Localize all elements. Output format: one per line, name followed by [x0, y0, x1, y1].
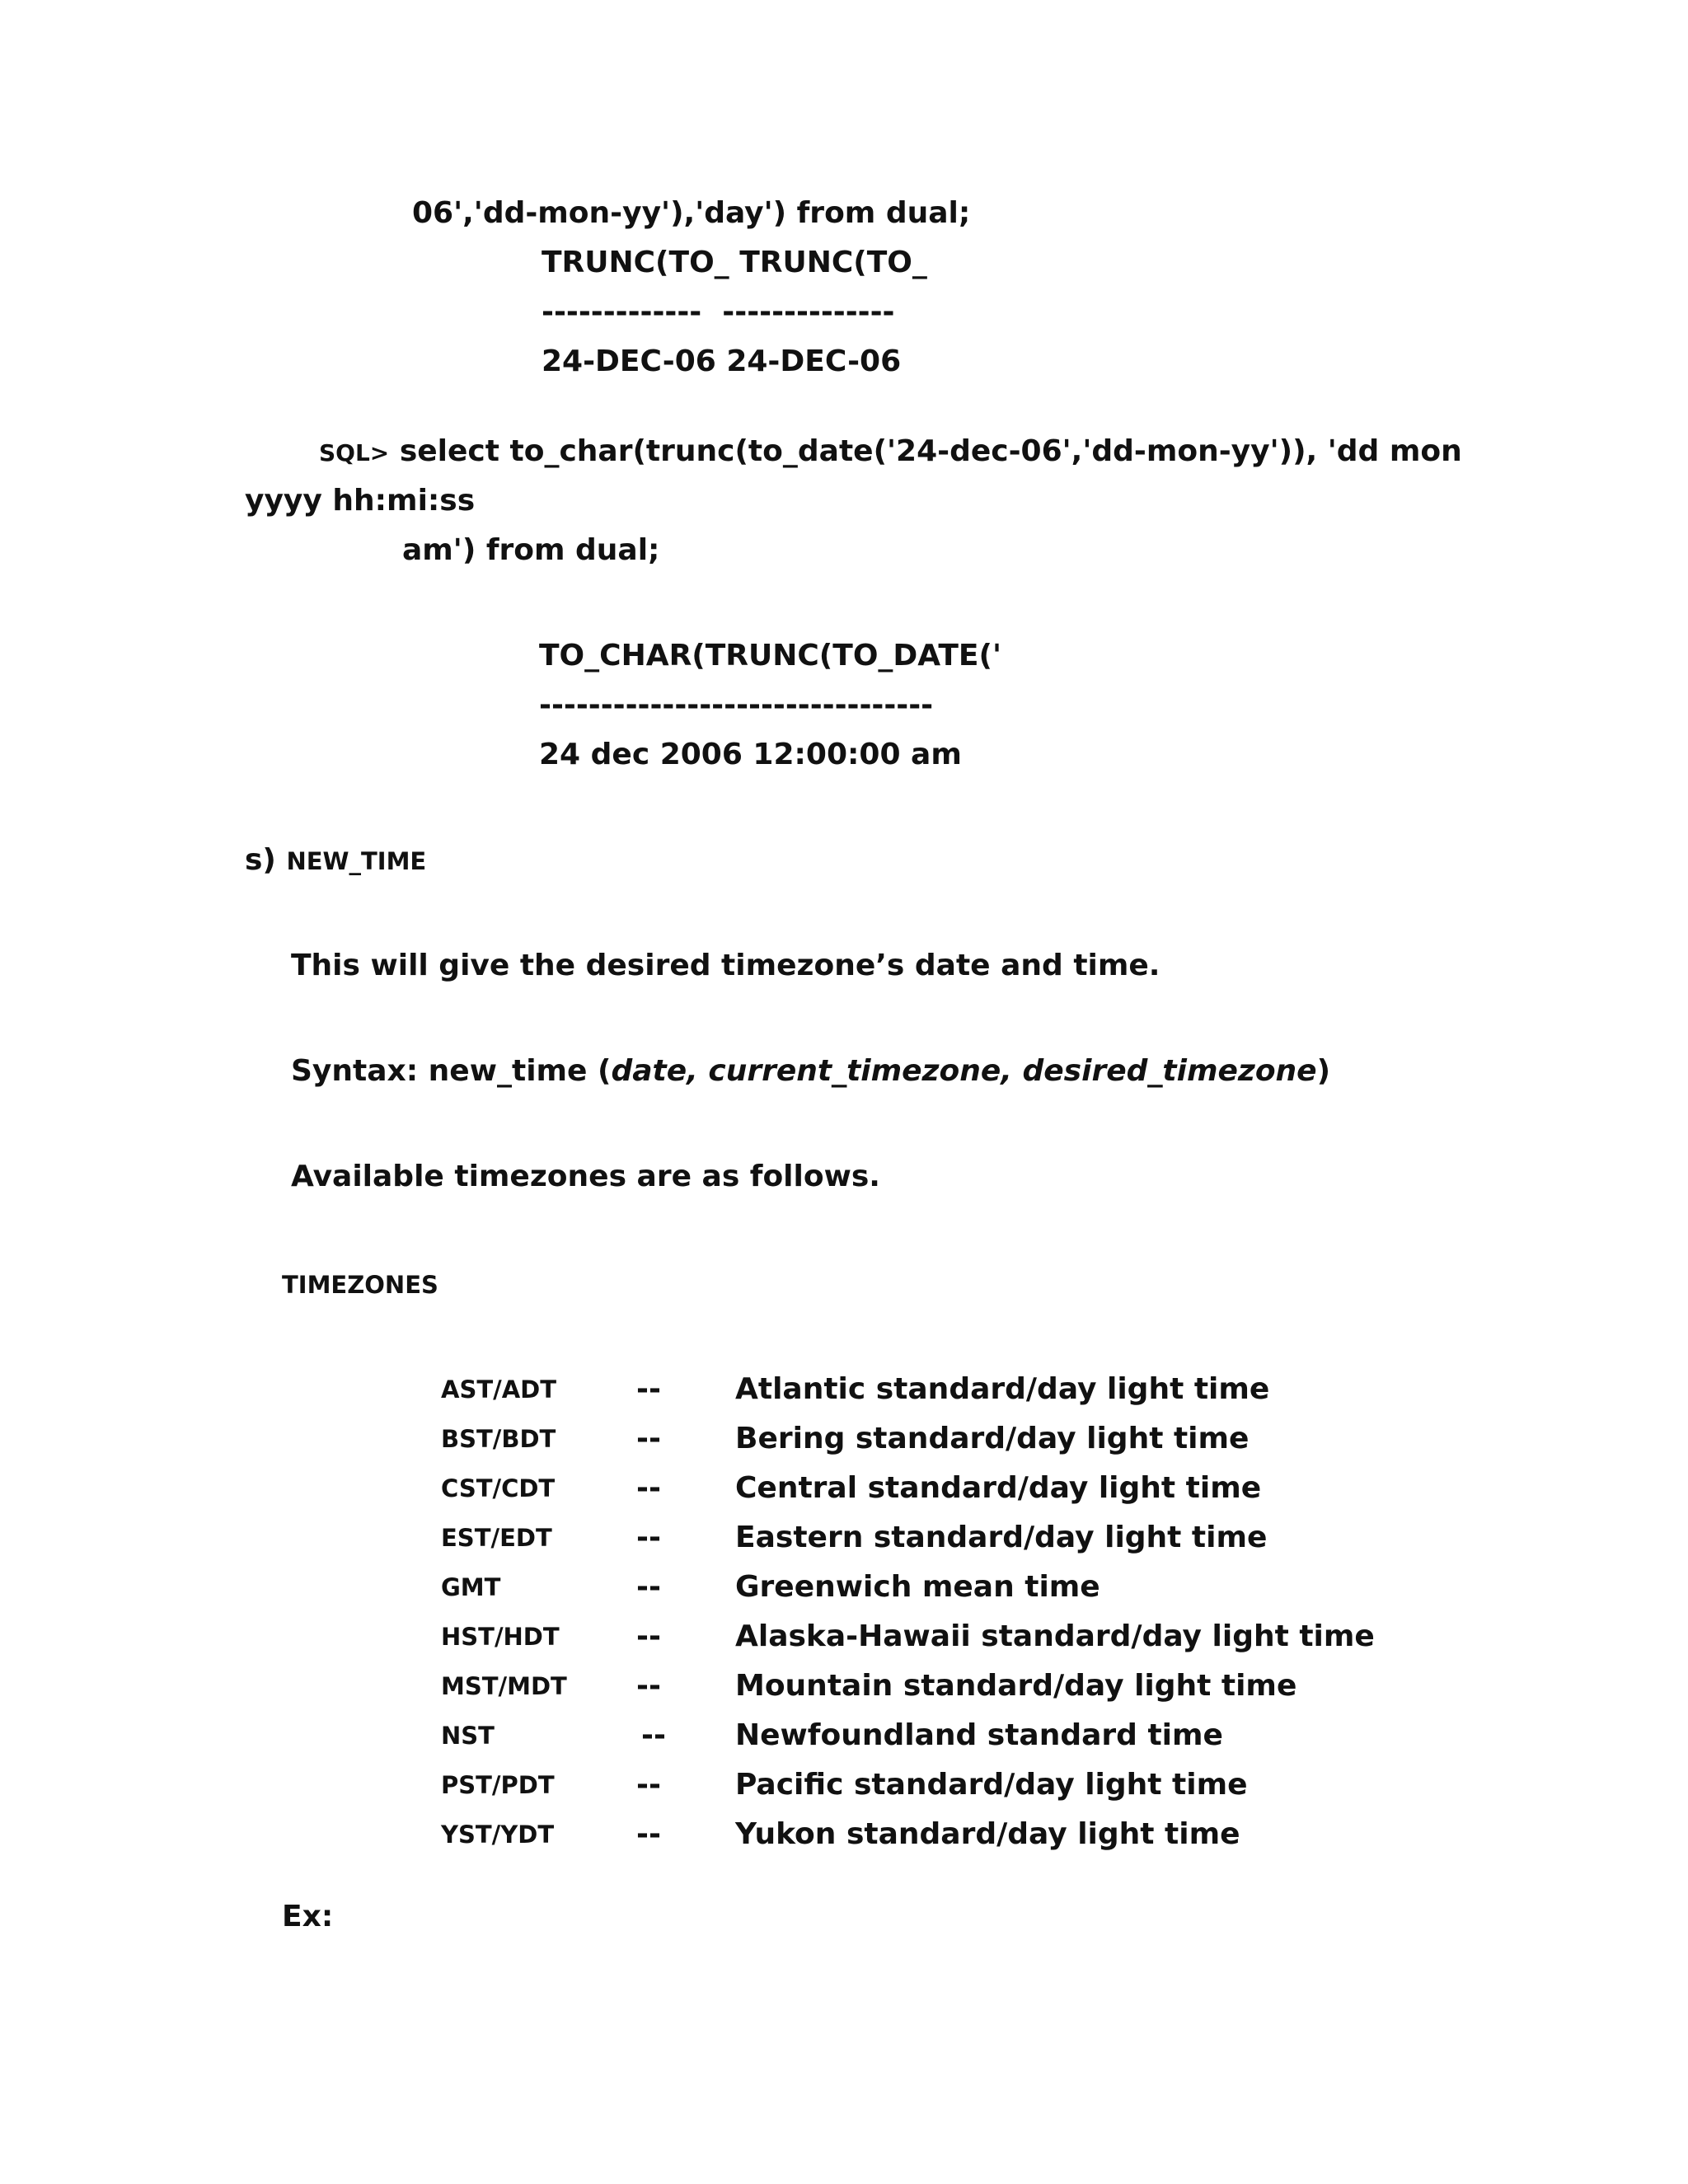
timezone-separator: -- [636, 1619, 661, 1653]
syntax-label: Syntax: new_time ( [291, 1054, 612, 1088]
table-row [0, 1422, 1688, 1456]
timezone-separator: -- [636, 1372, 661, 1406]
timezone-description: Yukon standard/day light time [735, 1817, 1240, 1851]
sql-prompt: SQL> [319, 439, 390, 466]
timezone-code: EST/EDT [441, 1524, 552, 1552]
timezone-description: Greenwich mean time [735, 1570, 1100, 1604]
table-row [0, 1619, 1688, 1654]
sql-query-line-3: am') from dual; [402, 533, 660, 567]
timezone-description: Alaska-Hawaii standard/day light time [735, 1619, 1375, 1653]
section-letter: s) [245, 843, 276, 877]
timezone-description: Central standard/day light time [735, 1471, 1262, 1505]
timezone-description: Newfoundland standard time [735, 1718, 1223, 1752]
timezone-code: PST/PDT [441, 1771, 555, 1799]
timezone-code: BST/BDT [441, 1425, 556, 1453]
code2-result-value: 24 dec 2006 12:00:00 am [539, 738, 962, 771]
timezone-code: GMT [441, 1573, 501, 1601]
code-line-query-tail: 06','dd-mon-yy'),'day') from dual; [412, 196, 971, 230]
timezone-separator: -- [636, 1471, 661, 1505]
code2-result-dashes: -------------------------------- [539, 688, 934, 722]
table-row [0, 1669, 1688, 1704]
code-result-value: 24-DEC-06 24-DEC-06 [542, 344, 902, 378]
timezone-description: Bering standard/day light time [735, 1422, 1250, 1455]
code-result-header: TRUNC(TO_ TRUNC(TO_ [542, 246, 927, 279]
timezone-description: Atlantic standard/day light time [735, 1372, 1270, 1406]
timezone-separator: -- [636, 1521, 661, 1554]
sql-query-text: select to_char(trunc(to_date('24-dec-06','dd-mon-yy')), 'dd mon [399, 434, 1462, 468]
timezone-separator: -- [636, 1669, 661, 1703]
syntax-args: date, current_timezone, desired_timezone [611, 1054, 1317, 1088]
syntax-close: ) [1316, 1054, 1331, 1088]
table-row [0, 1768, 1688, 1802]
timezone-description: Eastern standard/day light time [735, 1521, 1268, 1554]
available-timezones-text: Available timezones are as follows. [291, 1160, 880, 1193]
table-row [0, 1718, 1688, 1753]
timezone-separator: -- [636, 1817, 661, 1851]
timezone-separator: -- [636, 1422, 661, 1455]
table-row [0, 1471, 1688, 1506]
timezone-code: YST/YDT [441, 1821, 555, 1849]
timezone-code: NST [441, 1722, 495, 1750]
timezone-code: HST/HDT [441, 1623, 560, 1651]
table-row [0, 1570, 1688, 1605]
section-description: This will give the desired timezone’s date and time. [291, 949, 1160, 982]
table-row [0, 1817, 1688, 1852]
timezone-separator: -- [636, 1570, 661, 1604]
section-name: NEW_TIME [286, 847, 427, 875]
timezone-separator: -- [641, 1718, 666, 1752]
sql-query-line-2: yyyy hh:mi:ss [245, 484, 476, 518]
timezones-heading: TIMEZONES [282, 1271, 438, 1299]
table-row [0, 1521, 1688, 1555]
timezone-code: AST/ADT [441, 1376, 557, 1404]
timezone-code: MST/MDT [441, 1672, 567, 1700]
timezone-separator: -- [636, 1768, 661, 1802]
code2-result-header: TO_CHAR(TRUNC(TO_DATE(' [539, 639, 1001, 673]
table-row [0, 1372, 1688, 1407]
example-label: Ex: [282, 1900, 334, 1933]
timezone-description: Mountain standard/day light time [735, 1669, 1297, 1703]
timezone-description: Pacific standard/day light time [735, 1768, 1248, 1802]
code-result-dashes: ------------- -------------- [542, 295, 895, 329]
timezone-code: CST/CDT [441, 1474, 556, 1502]
